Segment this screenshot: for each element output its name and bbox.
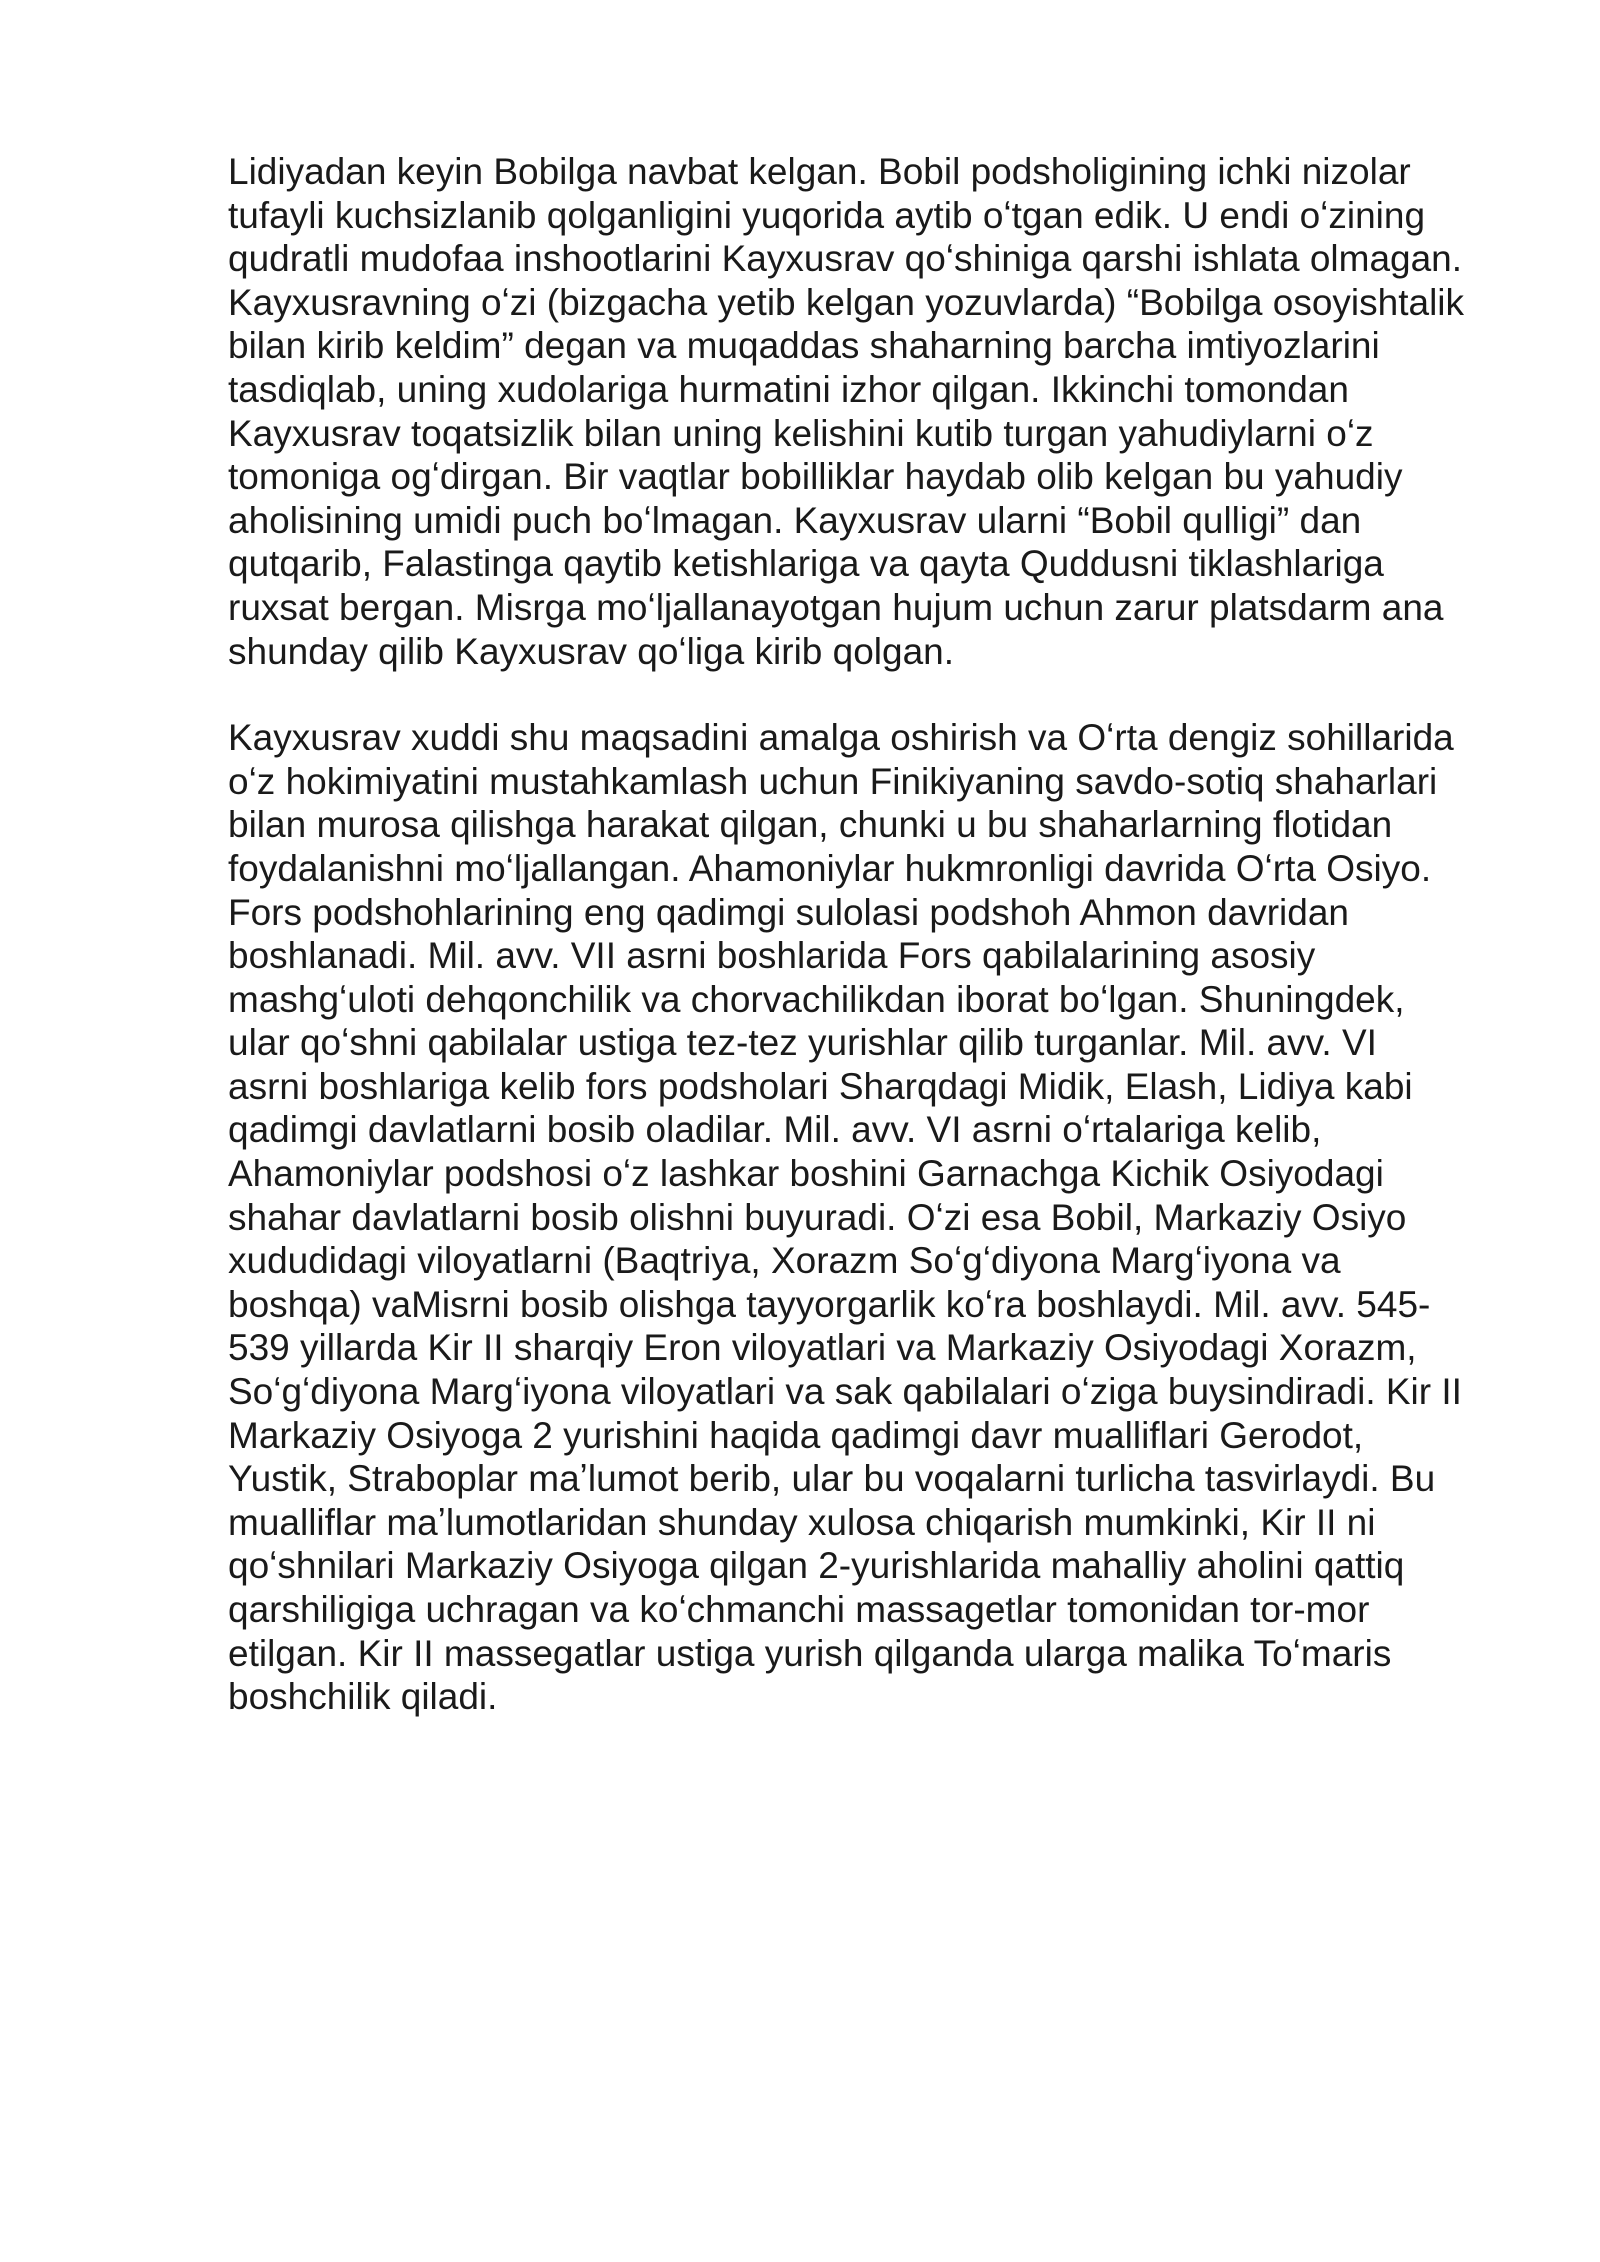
text-line: ular qoʻshni qabilalar ustiga tez-tez yurishlar qilib turganlar. Mil. avv. VI <box>228 1022 1377 1064</box>
text-line: ruxsat bergan. Misrga moʻljallanayotgan hujum uchun zarur platsdarm ana <box>228 586 1444 628</box>
text-line: qudratli mudofaa inshootlarini Kayxusrav qoʻshiniga qarshi ishlata olmagan. <box>228 238 1463 280</box>
text-line: Yustik, Straboplar maʼlumot berib, ular bu voqalarni turlicha tasvirlaydi. Bu <box>228 1458 1436 1500</box>
text-line: etilgan. Kir II massegatlar ustiga yurish qilganda ularga malika Toʻmaris <box>228 1632 1392 1674</box>
document-page <box>228 150 1510 1719</box>
text-line: Kayxusrav toqatsizlik bilan uning kelishini kutib turgan yahudiylarni oʻz <box>228 412 1374 454</box>
text-line: boshchilik qiladi. <box>228 1676 498 1718</box>
text-line: oʻz hokimiyatini mustahkamlash uchun Finikiyaning savdo-sotiq shaharlari <box>228 760 1438 802</box>
text-line: shunday qilib Kayxusrav qoʻliga kirib qolgan. <box>228 630 955 672</box>
text-line: tomoniga ogʻdirgan. Bir vaqtlar bobilliklar haydab olib kelgan bu yahudiy <box>228 456 1403 498</box>
text-line: asrni boshlariga kelib fors podsholari Sharqdagi Midik, Elash, Lidiya kabi <box>228 1065 1413 1107</box>
text-line: qoʻshnilari Markaziy Osiyoga qilgan 2-yurishlarida mahalliy aholini qattiq <box>228 1545 1405 1587</box>
text-line: Kayxusrav xuddi shu maqsadini amalga oshirish va Oʻrta dengiz sohillarida <box>228 717 1454 759</box>
text-line: Lidiyadan keyin Bobilga navbat kelgan. Bobil podsholigining ichki nizolar <box>228 151 1411 192</box>
text-line: tasdiqlab, uning xudolariga hurmatini izhor qilgan. Ikkinchi tomondan <box>228 368 1349 410</box>
text-line: Ahamoniylar podshosi oʻz lashkar boshini Garnachga Kichik Osiyodagi <box>228 1153 1384 1195</box>
text-line: bilan kirib keldim” degan va muqaddas shaharning barcha imtiyozlarini <box>228 325 1380 367</box>
text-line: qutqarib, Falastinga qaytib ketishlariga va qayta Quddusni tiklashlariga <box>228 543 1384 585</box>
text-line: foydalanishni moʻljallangan. Ahamoniylar hukmronligi davrida Oʻrta Osiyo. <box>228 847 1432 889</box>
text-line: Fors podshohlarining eng qadimgi sulolasi podshoh Ahmon davridan <box>228 891 1350 933</box>
paragraph-1 <box>228 150 1510 673</box>
text-line: mashgʻuloti dehqonchilik va chorvachilikdan iborat boʻlgan. Shuningdek, <box>228 978 1405 1020</box>
text-line: qarshiligiga uchragan va koʻchmanchi massagetlar tomonidan tor-mor <box>228 1589 1370 1630</box>
text-line: tufayli kuchsizlanib qolganligini yuqorida aytib oʻtgan edik. U endi oʻzining <box>228 194 1426 236</box>
text-line: shahar davlatlarni bosib olishni buyuradi. Oʻzi esa Bobil, Markaziy Osiyo <box>228 1196 1407 1238</box>
text-line: 539 yillarda Kir II sharqiy Eron viloyatlari va Markaziy Osiyodagi Xorazm, <box>228 1327 1417 1369</box>
text-line: Kayxusravning oʻzi (bizgacha yetib kelgan yozuvlarda) “Bobilga osoyishtalik <box>228 281 1465 323</box>
text-line: mualliflar maʼlumotlaridan shunday xulosa chiqarish mumkinki, Kir II ni <box>228 1501 1376 1543</box>
text-line: Soʻgʻdiyona Margʻiyona viloyatlari va sak qabilalari oʻziga buysindiradi. Kir II <box>228 1371 1462 1413</box>
text-line: aholisining umidi puch boʻlmagan. Kayxusrav ularni “Bobil qulligi” dan <box>228 499 1362 541</box>
text-line: xududidagi viloyatlarni (Baqtriya, Xorazm Soʻgʻdiyona Margʻiyona va <box>228 1240 1341 1282</box>
text-line: boshqa) vaMisrni bosib olishga tayyorgarlik koʻra boshlaydi. Mil. avv. 545- <box>228 1283 1431 1325</box>
text-line: bilan murosa qilishga harakat qilgan, chunki u bu shaharlarning flotidan <box>228 804 1393 846</box>
text-line: qadimgi davlatlarni bosib oladilar. Mil. avv. VI asrni oʻrtalariga kelib, <box>228 1109 1322 1151</box>
text-line: Markaziy Osiyoga 2 yurishini haqida qadimgi davr mualliflari Gerodot, <box>228 1414 1364 1456</box>
paragraph-2 <box>228 716 1510 1719</box>
text-line: boshlanadi. Mil. avv. VII asrni boshlarida Fors qabilalarining asosiy <box>228 935 1316 977</box>
